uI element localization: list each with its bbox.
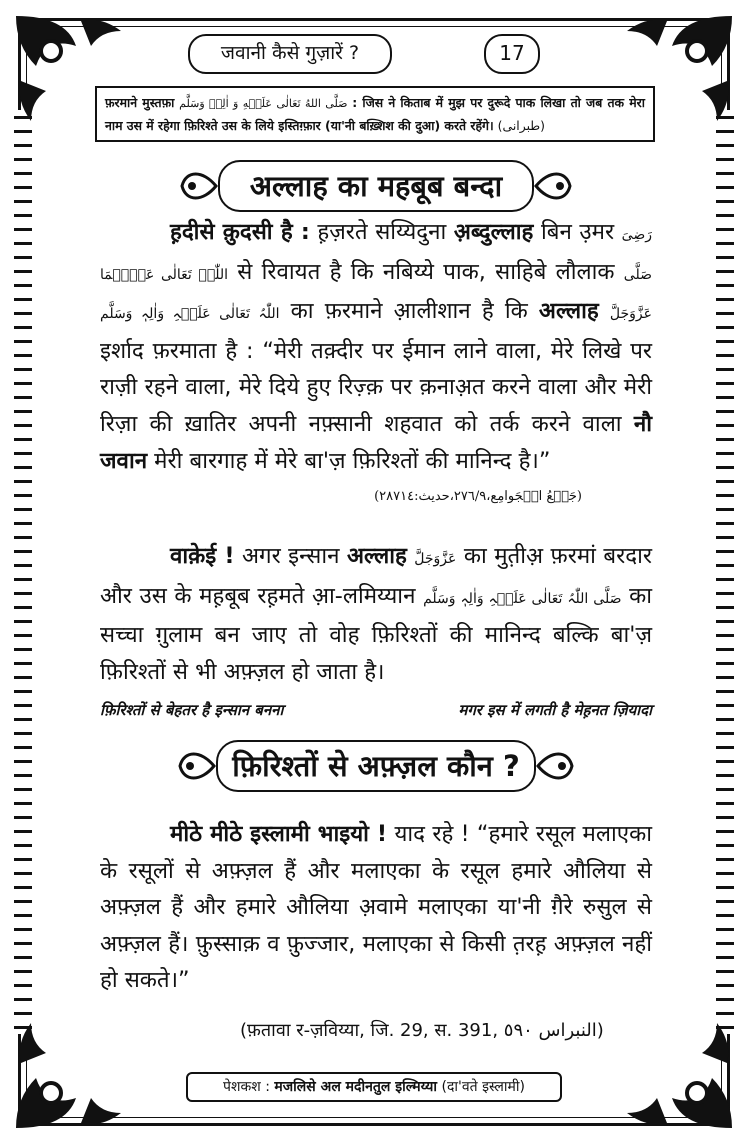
paragraph-lead: मीठे मीठे इस्लामी भाइयो !	[170, 821, 388, 847]
poetry-couplet	[100, 700, 652, 720]
fatawa-reference: (फ़तावा र-ज़विय्या, जि. 29, स. 391, النبراس ٥٩٠)	[240, 1020, 604, 1041]
arabic-honorific: عَزَّوَجَلَّ	[414, 551, 457, 567]
heading-ornament-icon	[536, 748, 576, 784]
commentary-paragraph: वाक़ेई ! अगर इन्सान अल्लाह عَزَّوَجَلَّ का मुत़ीअ़ फ़रमां बरदार और उस के मह़बूब रह़मते आ़-लमिय्यान صَلَّی اللّٰہُ تَعَالٰی عَلَیۡہِ وَاٰلِہٖ وَسَلَّم का सच्चा ग़ुलाम बन जाए तो वोह फ़िरिश्तों की मानिन्द बल्कि बा'ज़ फ़िरिश्तों से भी अफ़्ज़ल हो जाता है।	[100, 543, 652, 685]
hadith-reference: (جَمۡعُ الۡجَوامِع،٢٧٦/٩،حدیث:٢٨٧١٤)	[374, 489, 582, 505]
notice-text: : जिस ने किताब में मुझ पर दुरूदे पाक लिखा तो जब तक मेरा नाम उस में रहेगा फ़िरिश्ते उस के लिये इस्तिग़्फ़ार (या'नी बख़्शिश की दुआ) करते रहेंगे।	[105, 95, 645, 133]
teaching-paragraph: मीठे मीठे इस्लामी भाइयो ! याद रहे ! “हमारे रसूल मलाएका के रसूलों से अफ़्ज़ल हैं और मलाएका के रसूल हमारे औलिया से अफ़्ज़ल हैं और हमारे औलिया अ़वामे मलाएका या'नी ग़ैरे रुसुल से अफ़्ज़ल हैं। फ़ुस्साक़ व फ़ुज्जार, मलाएका से किसी त़रह़ अफ़्ज़ल नहीं हो सकते।”	[100, 821, 652, 994]
couplet-first-line: फ़िरिश्तों से बेहतर है इन्सान बनना	[100, 701, 284, 719]
notice-honorific: صَلَّى اللهُ تَعَالٰى عَلَيۡهِ وَ اٰلِهٖ وَسَلَّم	[179, 97, 348, 110]
publisher-name: मजलिसे अल मदीनतुल इल्मिय्या	[274, 1079, 438, 1095]
arabic-honorific: صَلَّی اللّٰہُ تَعَالٰی عَلَیۡہِ وَاٰلِہٖ وَسَلَّم	[423, 590, 622, 607]
corner-ornament-icon	[612, 1018, 742, 1138]
section-heading	[178, 160, 574, 212]
arabic-honorific: عَزَّوَجَلَّ	[609, 306, 653, 323]
book-title: जवानी कैसे गुज़ारें ?	[188, 34, 392, 74]
hadith-paragraph: ह़दीसे क़ुदसी है : ह़ज़रते सय्यिदुना अ़ब्दुल्लाह बिन उ़मर رَضِیَ اللّٰہُ تَعَالٰی عَنۡہُمَا से रिवायत है कि नबिय्ये पाक, साहिबे लौलाक صَلَّی اللّٰہُ تَعَالٰی عَلَیۡہِ وَاٰلِہٖ وَسَلَّم का फ़रमाने आ़लीशान है कि अल्लाह عَزَّوَجَلَّ इर्शाद फ़रमाता है : “मेरी तक़्दीर पर ईमान लाने वाला, मेरे लिखे पर राज़ी रहने वाला, मेरे दिये हुए रिज़्क़ पर क़नाअ़त करने वाला और मेरी रिज़ा की ख़ातिर अपनी नफ़्सानी शहवात को तर्क करने वाला नौ जवान मेरी बारगाह में मेरे बा'ज़ फ़िरिश्तों की मानिन्द है।” (جَمۡعُ الۡجَوامِع،٢٧٦/٩،حدیث:٢٨٧١٤)	[100, 214, 652, 516]
notice-lead: फ़रमाने मुस्तफ़ा	[105, 95, 175, 110]
corner-ornament-icon	[6, 1018, 136, 1138]
right-border-pattern	[716, 110, 734, 1034]
publisher-footer: पेशकश : मजलिसे अल मदीनतुल इल्मिय्या (दा'वते इस्लामी)	[186, 1072, 562, 1102]
section-heading	[176, 740, 576, 792]
page-number: 17	[484, 34, 540, 74]
section-title: फ़िरिश्तों से अफ़्ज़ल कौन ?	[232, 749, 520, 783]
couplet-second-line: मगर इस में लगती है मेह़नत ज़ियादा	[458, 701, 652, 719]
durood-notice	[95, 86, 655, 142]
arabic-honorific: صَلَّی اللّٰہُ تَعَالٰی عَلَیۡہِ وَاٰلِہٖ وَسَلَّم	[100, 266, 652, 323]
paragraph-lead: वाक़ेई !	[170, 543, 235, 569]
left-border-pattern	[14, 110, 32, 1034]
heading-ornament-icon	[534, 168, 574, 204]
notice-reference: (طبرانی)	[497, 118, 546, 133]
section-title: अल्लाह का महबूब बन्दा	[249, 169, 503, 203]
arabic-honorific: رَضِیَ اللّٰہُ تَعَالٰی عَنۡہُمَا	[100, 227, 652, 283]
paragraph-lead: ह़दीसे क़ुदसी है :	[170, 219, 310, 245]
